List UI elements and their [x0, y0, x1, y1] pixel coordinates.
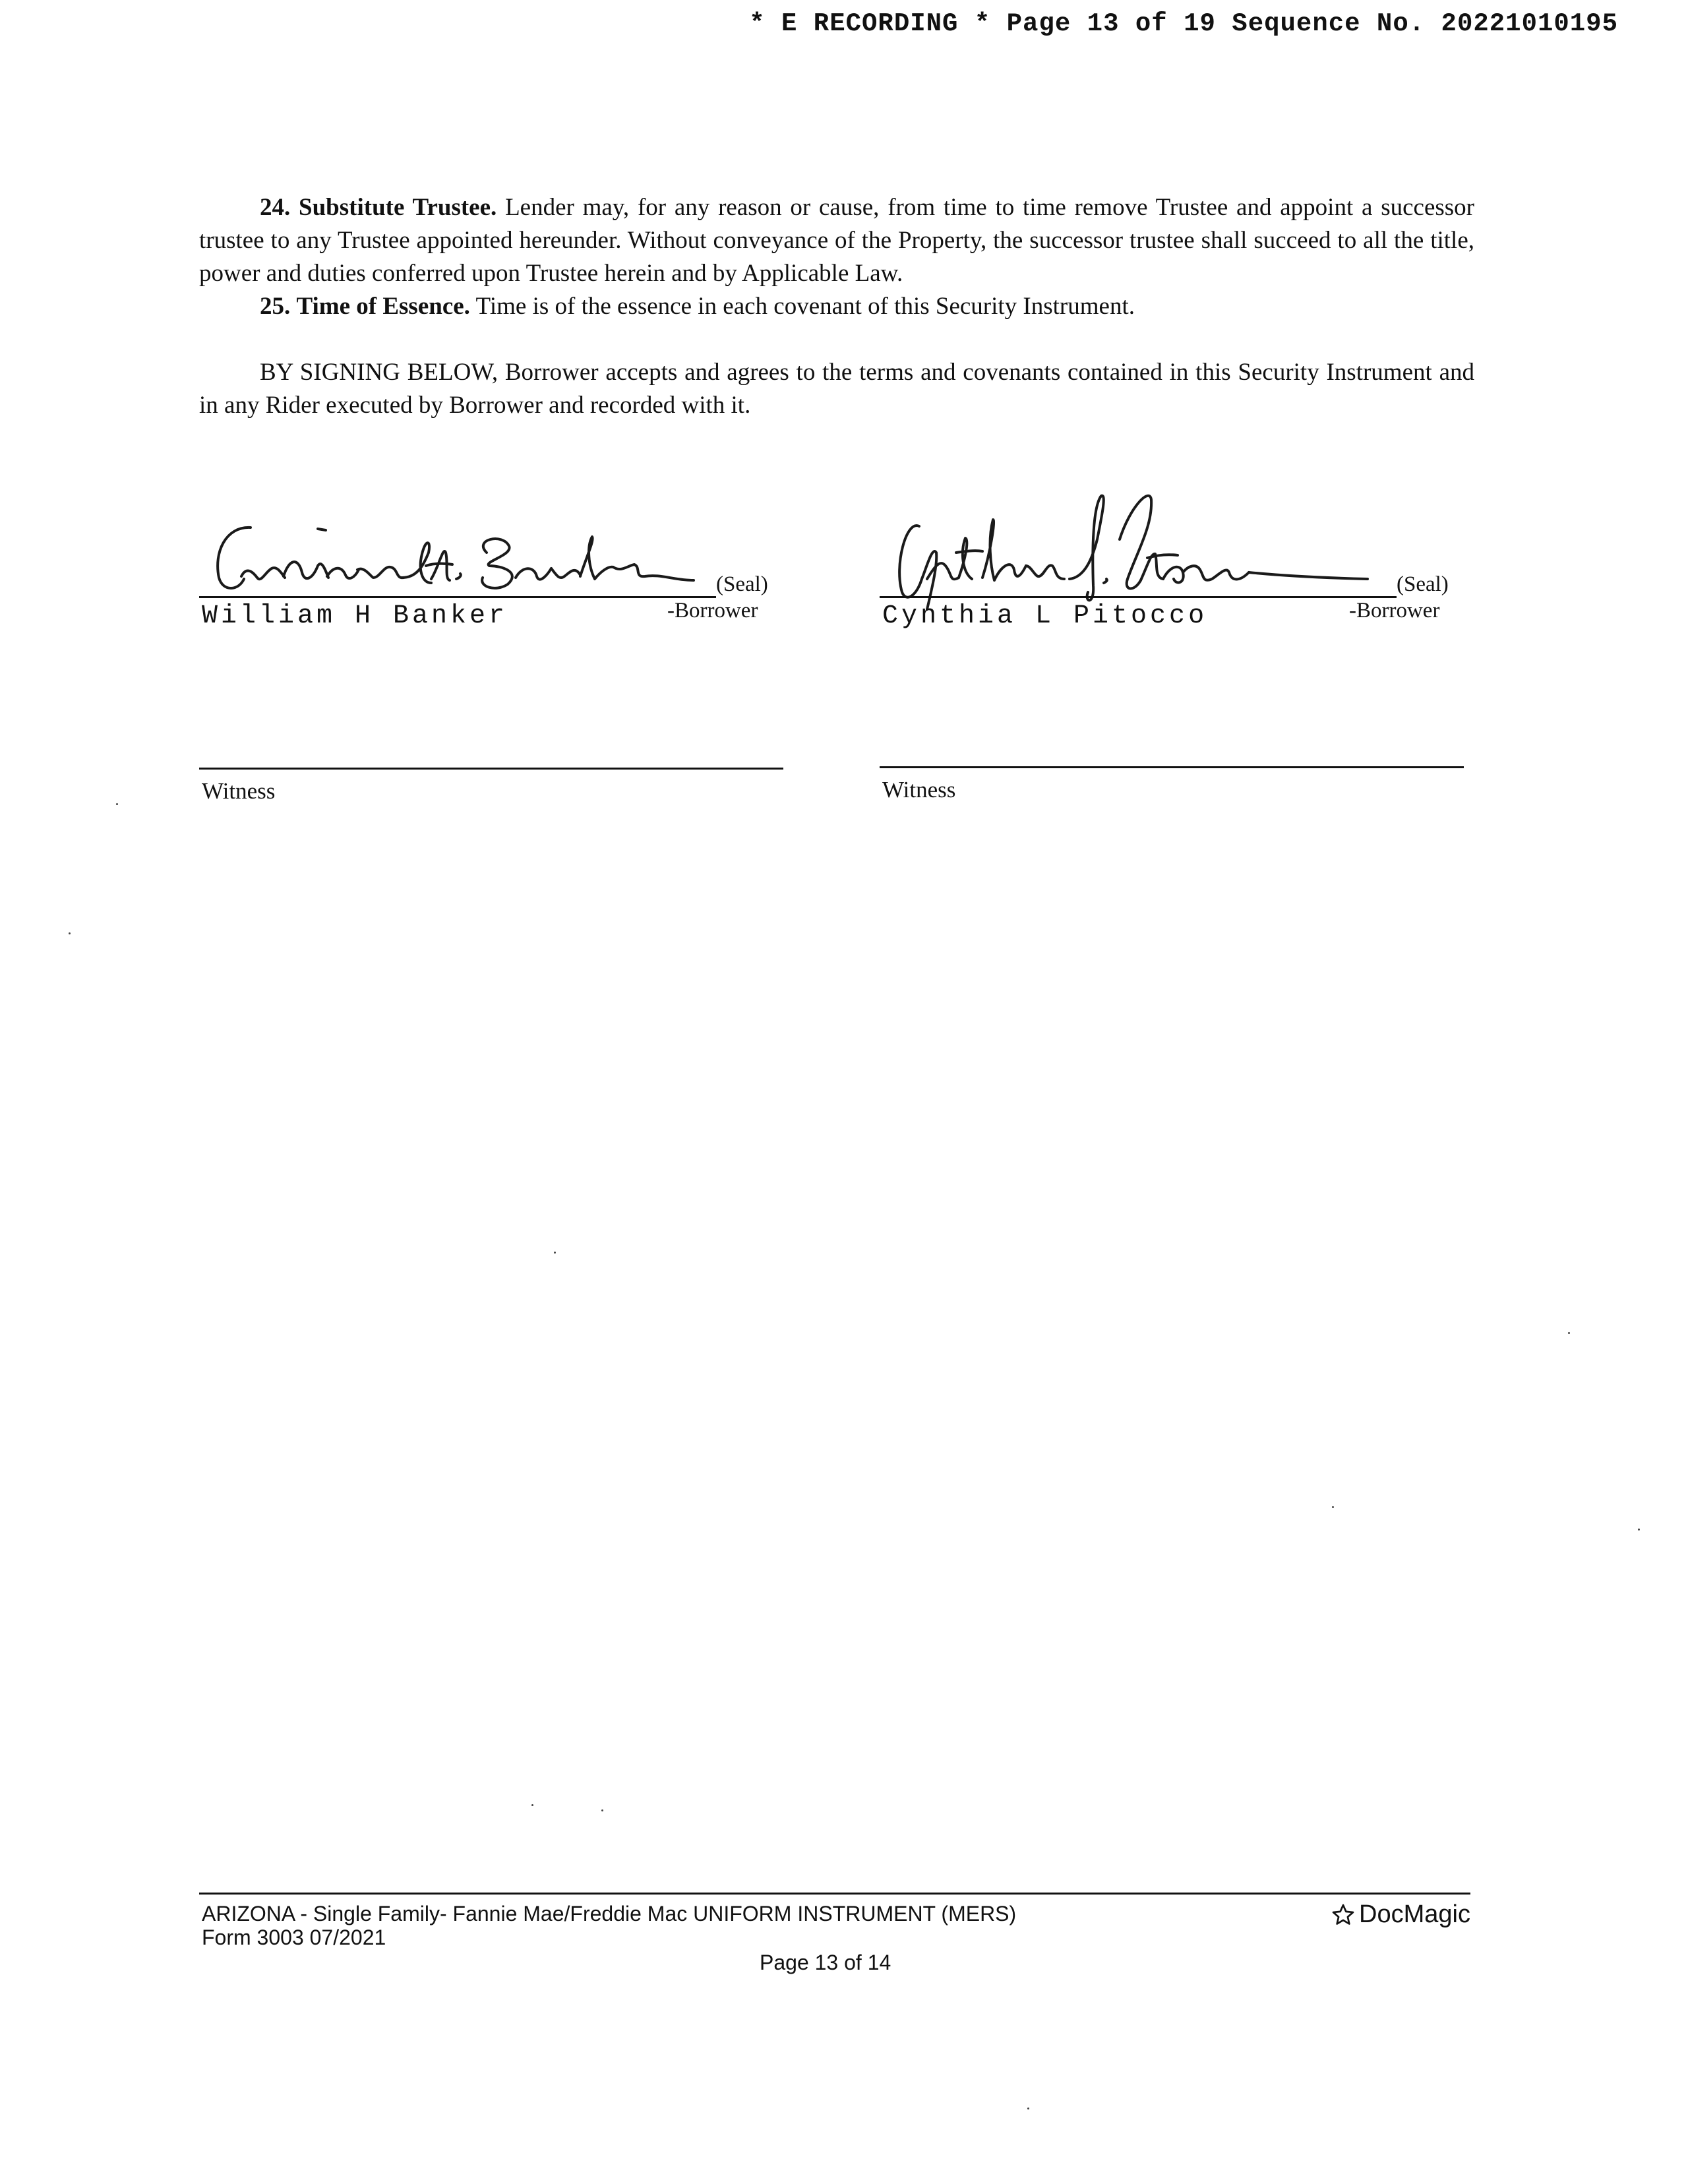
section-25-title: Time of Essence.: [296, 293, 470, 320]
brand-name: DocMagic: [1359, 1900, 1470, 1928]
scan-speck: [1568, 1332, 1570, 1334]
witness-label: Witness: [882, 777, 956, 803]
scan-speck: [116, 803, 118, 805]
witness-signature-line: [199, 768, 783, 770]
form-number: Form 3003 07/2021: [202, 1926, 386, 1949]
section-25-text: Time is of the essence in each covenant of this Security Instrument.: [475, 293, 1135, 320]
docmagic-logo: [1331, 1900, 1470, 1929]
scan-speck: [531, 1804, 533, 1806]
scan-speck: [601, 1809, 603, 1811]
recording-stamp: * E RECORDING * Page 13 of 19 Sequence No. 20221010195: [749, 9, 1618, 38]
witness-block-1: [199, 768, 783, 834]
borrower-name: William H Banker: [202, 601, 508, 631]
section-24-text: Lender may, for any reason or cause, from time to time remove Trustee and appoint a successor trustee to any Trustee appointed hereunder. Without conveyance of the Property, the successor trustee shall succeed to all the title, power and duties conferred upon Trustee herein and by Applicable Law.: [199, 194, 1474, 287]
scan-speck: [1332, 1506, 1334, 1508]
form-identification: [202, 1902, 1016, 1949]
footer-rule: [199, 1893, 1470, 1895]
signature-line: [199, 596, 716, 598]
document-body: [199, 191, 1474, 422]
section-24-number: 24.: [260, 194, 291, 221]
signing-statement: BY SIGNING BELOW, Borrower accepts and agrees to the terms and covenants contained in this Security Instrument and in any Rider executed by Borrower and recorded with it.: [199, 359, 1474, 419]
borrower-role: -Borrower: [667, 599, 758, 622]
page-number: Page 13 of 14: [760, 1951, 891, 1974]
signature-block-borrower-1: [199, 513, 774, 645]
scan-speck: [554, 1252, 556, 1254]
section-24: [199, 191, 1474, 290]
star-outline-icon: [1331, 1903, 1355, 1927]
signature-block-borrower-2: [880, 513, 1453, 645]
witness-label: Witness: [202, 778, 276, 804]
borrower-name: Cynthia L Pitocco: [882, 601, 1208, 631]
scan-speck: [1027, 2108, 1029, 2109]
section-25-number: 25.: [260, 293, 291, 320]
seal-label: (Seal): [716, 572, 768, 596]
signature-line: [880, 596, 1397, 598]
handwritten-signature-william: [173, 467, 793, 605]
section-24-title: Substitute Trustee.: [299, 194, 497, 221]
scan-speck: [69, 932, 71, 934]
scan-speck: [1638, 1529, 1640, 1531]
seal-label: (Seal): [1397, 572, 1449, 596]
borrower-role: -Borrower: [1349, 599, 1440, 622]
witness-signature-line: [880, 766, 1464, 768]
form-title: ARIZONA - Single Family- Fannie Mae/Freddie Mac UNIFORM INSTRUMENT (MERS): [202, 1902, 1017, 1926]
handwritten-signature-cynthia: [853, 467, 1473, 612]
witness-block-2: [880, 766, 1464, 832]
section-25: [199, 290, 1474, 323]
